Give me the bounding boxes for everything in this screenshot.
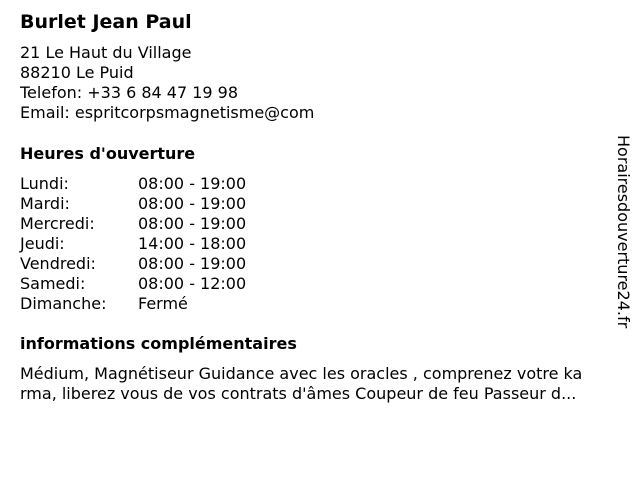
hours-day: Mercredi: bbox=[20, 214, 95, 233]
opening-hours-table bbox=[20, 174, 320, 314]
hours-time: 08:00 - 12:00 bbox=[138, 274, 247, 293]
description-line: Médium, Magnétiseur Guidance avec les oracles , comprenez votre ka bbox=[20, 364, 583, 383]
site-watermark bbox=[612, 135, 634, 345]
hours-row-friday bbox=[20, 254, 320, 274]
contact-block bbox=[20, 43, 314, 123]
hours-time: 08:00 - 19:00 bbox=[138, 254, 247, 273]
hours-time: 08:00 - 19:00 bbox=[138, 214, 247, 233]
description-line: rma, liberez vous de vos contrats d'âmes Coupeur de feu Passeur d... bbox=[20, 384, 577, 403]
watermark-text: Horairesdouverture24.fr bbox=[614, 135, 633, 329]
opening-hours-heading: Heures d'ouverture bbox=[20, 144, 196, 163]
email-address: Email: espritcorpsmagnetisme@com bbox=[20, 103, 315, 122]
business-description bbox=[20, 364, 628, 404]
business-name: Burlet Jean Paul bbox=[20, 11, 192, 33]
hours-day: Dimanche: bbox=[20, 294, 107, 313]
phone-number: Telefon: +33 6 84 47 19 98 bbox=[20, 83, 239, 102]
additional-info-heading: informations complémentaires bbox=[20, 334, 297, 353]
hours-row-thursday bbox=[20, 234, 320, 254]
address-street: 21 Le Haut du Village bbox=[20, 43, 192, 62]
address-city: 88210 Le Puid bbox=[20, 63, 134, 82]
hours-day: Mardi: bbox=[20, 194, 70, 213]
hours-day: Samedi: bbox=[20, 274, 86, 293]
hours-time: 08:00 - 19:00 bbox=[138, 174, 247, 193]
hours-time: Fermé bbox=[138, 294, 188, 313]
hours-day: Jeudi: bbox=[20, 234, 65, 253]
hours-row-sunday bbox=[20, 294, 320, 314]
hours-day: Lundi: bbox=[20, 174, 69, 193]
hours-time: 08:00 - 19:00 bbox=[138, 194, 247, 213]
hours-row-wednesday bbox=[20, 214, 320, 234]
hours-time: 14:00 - 18:00 bbox=[138, 234, 247, 253]
hours-row-monday bbox=[20, 174, 320, 194]
hours-day: Vendredi: bbox=[20, 254, 96, 273]
hours-row-tuesday bbox=[20, 194, 320, 214]
hours-row-saturday bbox=[20, 274, 320, 294]
